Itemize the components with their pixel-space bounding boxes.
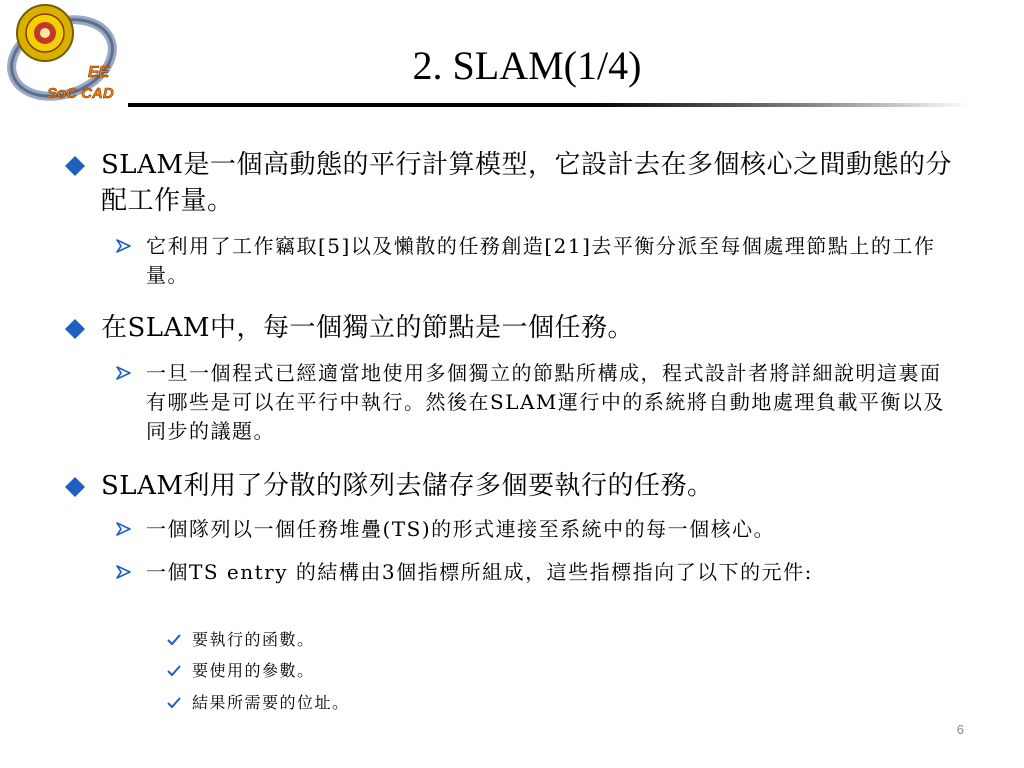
bullet-text: 要執行的函數。 (192, 630, 315, 649)
logo-org-text: EE (88, 64, 110, 81)
bullet-item (64, 468, 954, 504)
diamond-bullet-icon (64, 318, 86, 340)
check-bullet-icon (166, 633, 182, 647)
bullet-item (166, 660, 866, 682)
bullet-text: SLAM利用了分散的隊列去儲存多個要執行的任務。 (101, 471, 714, 501)
logo (0, 0, 130, 105)
bullet-text: 一旦一個程式已經適當地使用多個獨立的節點所構成，程式設計者將詳細說明這裏面有哪些是可以在平行中執行。然後在SLAM運行中的系統將自動地處理負載平衡以及同步的議題。 (146, 361, 945, 443)
arrow-bullet-icon (115, 564, 135, 580)
slide-title: 2. SLAM(1/4) (412, 43, 642, 88)
bullet-item (64, 147, 954, 219)
bullet-text: 要使用的參數。 (192, 661, 315, 680)
bullet-item (115, 515, 975, 544)
bullet-text: 結果所需要的位址。 (192, 693, 350, 712)
arrow-bullet-icon (115, 365, 135, 381)
bullet-text: 一個TS entry 的結構由3個指標所組成，這些指標指向了以下的元件: (146, 560, 813, 584)
diamond-bullet-icon (64, 155, 86, 177)
bullet-item (115, 232, 945, 290)
logo-emblem-icon (0, 0, 130, 105)
bullet-item (64, 310, 954, 346)
arrow-bullet-icon (115, 238, 135, 254)
bullet-item (166, 692, 866, 714)
bullet-text: 一個隊列以一個任務堆疊(TS)的形式連接至系統中的每一個核心。 (146, 517, 776, 541)
check-bullet-icon (166, 664, 182, 678)
logo-lab-text: SoC CAD (47, 85, 114, 102)
diamond-bullet-icon (64, 476, 86, 498)
bullet-item (115, 558, 945, 587)
bullet-item (115, 359, 945, 446)
title-divider (128, 103, 970, 107)
bullet-item (166, 629, 866, 651)
page-number: 6 (956, 722, 964, 737)
arrow-bullet-icon (115, 521, 135, 537)
bullet-text: 在SLAM中，每一個獨立的節點是一個任務。 (101, 313, 634, 343)
bullet-text: 它利用了工作竊取[5]以及懶散的任務創造[21]去平衡分派至每個處理節點上的工作量。 (146, 234, 936, 287)
bullet-text: SLAM是一個高動態的平行計算模型，它設計去在多個核心之間動態的分配工作量。 (101, 150, 952, 216)
check-bullet-icon (166, 696, 182, 710)
